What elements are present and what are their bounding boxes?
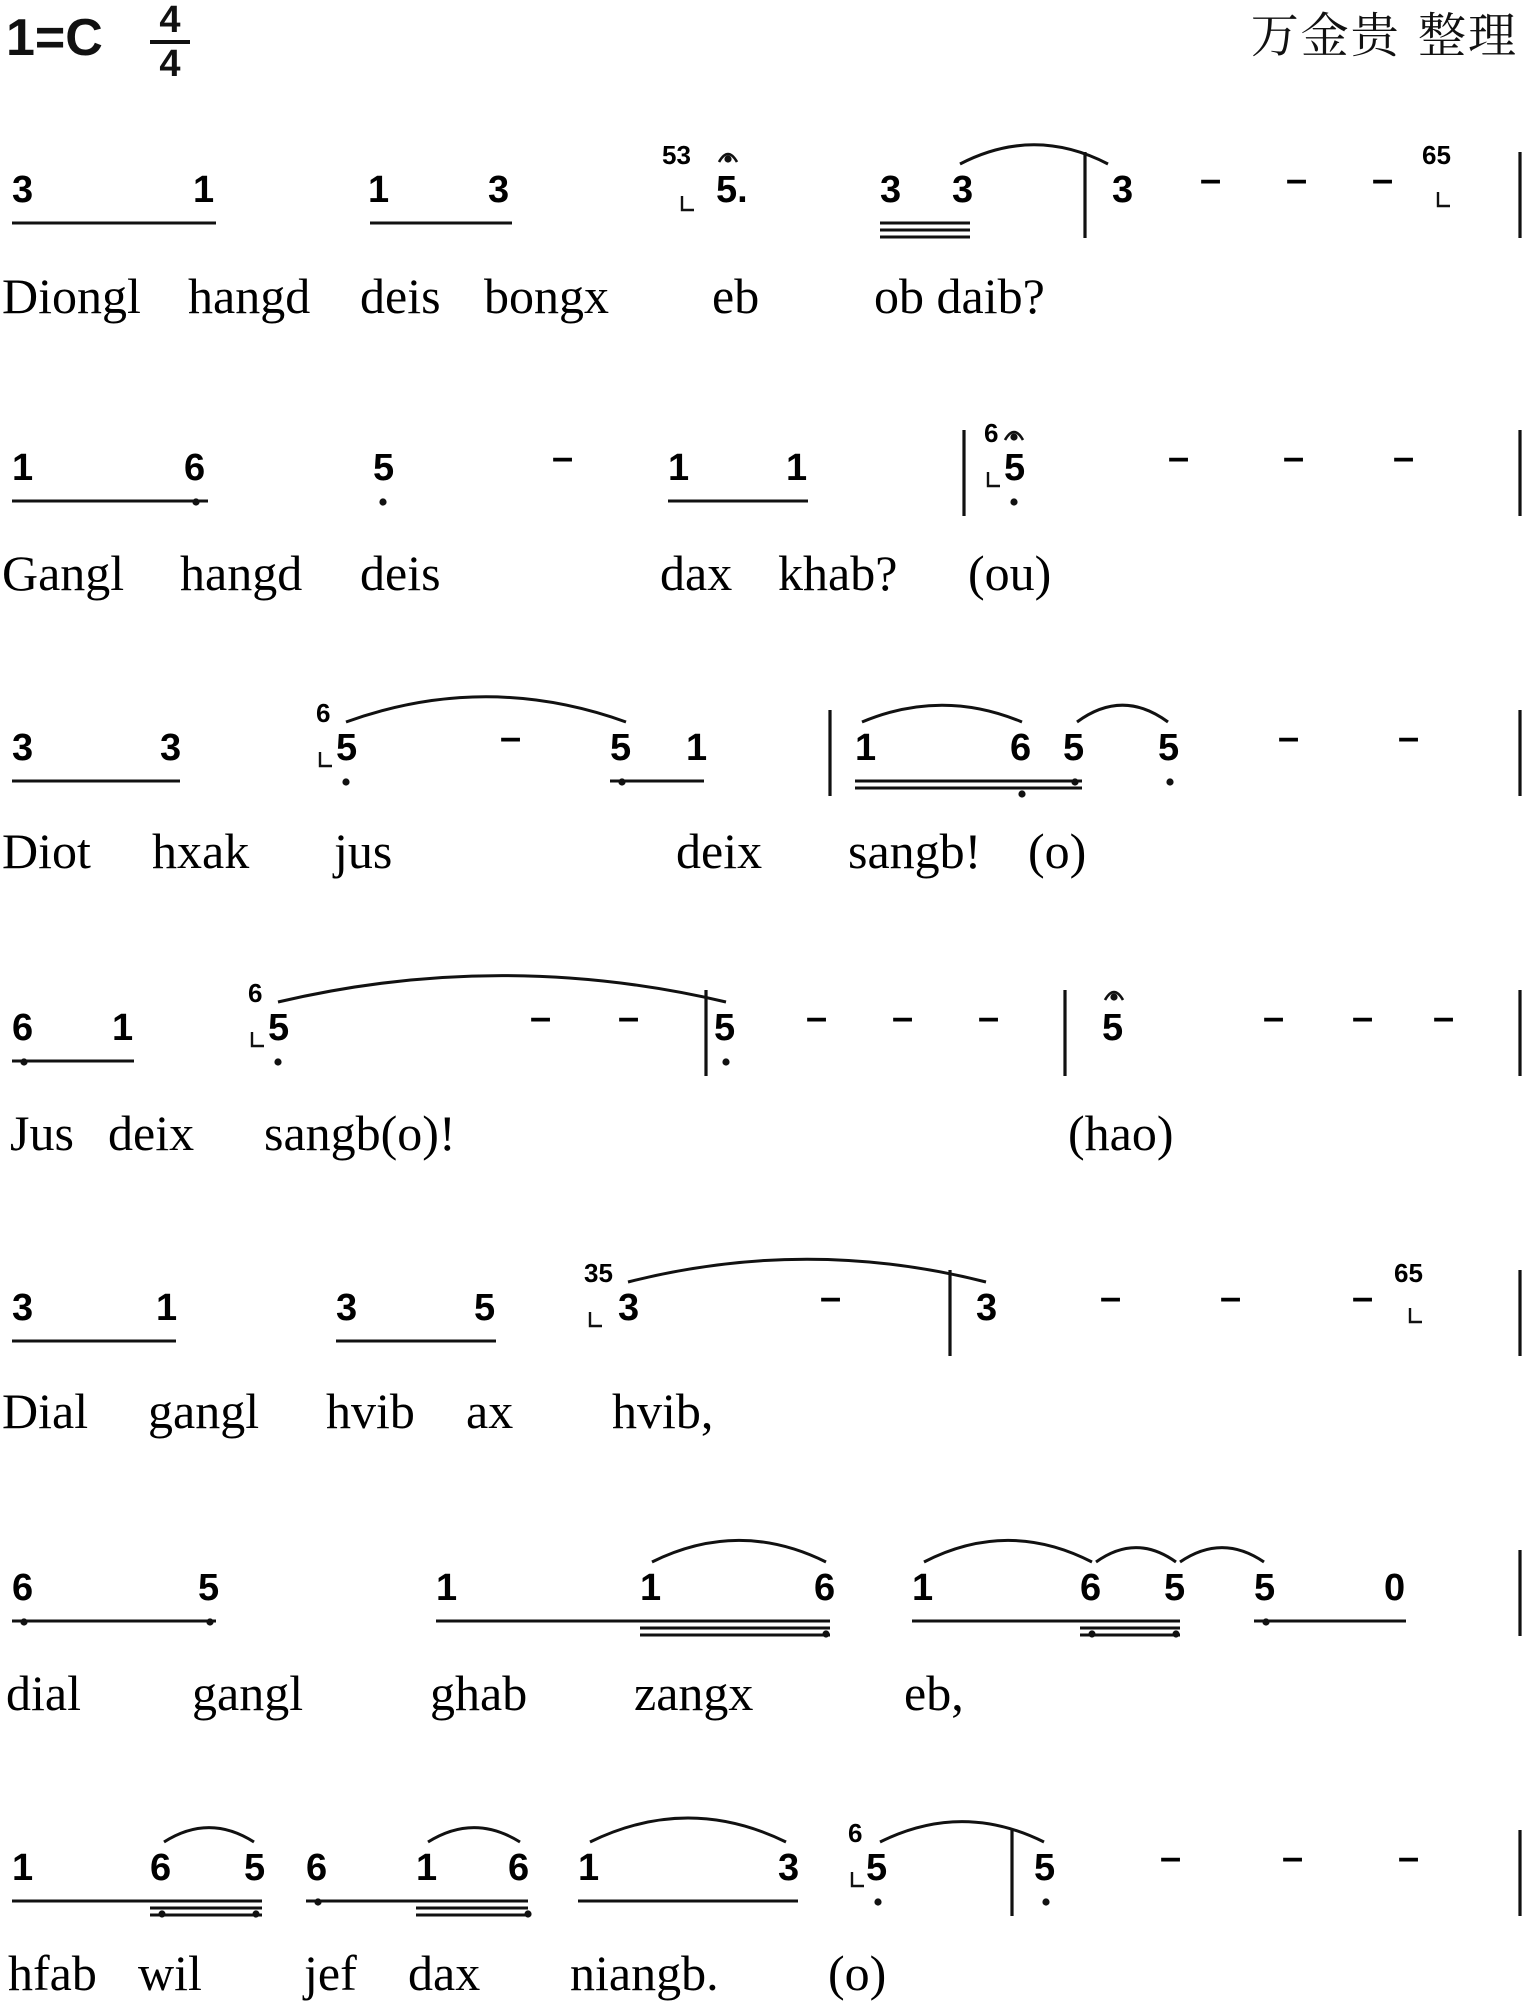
note-number: 5	[268, 1007, 290, 1049]
grace-note: 53	[662, 140, 691, 170]
grace-note: 6	[848, 1818, 863, 1848]
note-number: 1	[12, 1847, 34, 1889]
dash-symbol: –	[1433, 997, 1455, 1039]
note-number: 3	[952, 169, 974, 211]
lyric-syllable: Gangl	[2, 545, 125, 601]
note-number: 1	[368, 169, 390, 211]
lyric-syllable: sangb(o)!	[264, 1105, 456, 1161]
grace-note: 6	[248, 978, 263, 1008]
grace-hook-icon	[320, 752, 332, 766]
note-number: 6	[306, 1847, 328, 1889]
slur-arc	[164, 1828, 254, 1842]
slur-arc	[1180, 1548, 1264, 1562]
low-octave-dot	[1172, 1630, 1179, 1637]
note-number: 6	[508, 1847, 530, 1889]
grace-hook-icon	[252, 1032, 264, 1046]
lyric-syllable: hangd	[188, 268, 311, 324]
note-number: 6	[814, 1567, 836, 1609]
grace-hook-icon	[1410, 1308, 1422, 1322]
dash-symbol: –	[1278, 717, 1300, 759]
low-octave-dot	[1042, 1898, 1049, 1905]
grace-hook-icon	[1438, 192, 1450, 206]
note-number: 5	[1158, 727, 1180, 769]
lyric-syllable: deis	[360, 268, 441, 324]
grace-note: 6	[984, 418, 999, 448]
dash-symbol: –	[806, 997, 828, 1039]
note-number: 3	[1112, 169, 1134, 211]
dash-symbol: –	[1393, 437, 1415, 479]
lyric-syllable: gangl	[192, 1665, 304, 1721]
note-number: 3	[12, 727, 34, 769]
fermata-dot	[724, 155, 731, 162]
note-number: 3	[976, 1287, 998, 1329]
dash-symbol: –	[1220, 1277, 1242, 1319]
dash-symbol: –	[1398, 717, 1420, 759]
note-number: 3	[488, 169, 510, 211]
note-number: 5	[610, 727, 632, 769]
low-octave-dot	[20, 1058, 27, 1065]
low-octave-dot	[252, 1910, 259, 1917]
low-octave-dot	[342, 778, 349, 785]
slur-arc	[346, 697, 626, 722]
dash-symbol: –	[1352, 997, 1374, 1039]
lyric-syllable: (ou)	[968, 545, 1052, 601]
slur-arc	[652, 1540, 826, 1562]
dash-symbol: –	[1352, 1277, 1374, 1319]
note-number: 1	[855, 727, 877, 769]
lyric-syllable: dax	[660, 545, 733, 601]
note-number: 3	[880, 169, 902, 211]
lyric-syllable: zangx	[634, 1665, 754, 1721]
lyric-syllable: hfab	[8, 1945, 97, 2001]
note-number: 5	[1164, 1567, 1186, 1609]
note-number: 1	[156, 1287, 178, 1329]
low-octave-dot	[722, 1058, 729, 1065]
low-octave-dot	[1018, 790, 1025, 797]
note-number: 1	[786, 447, 808, 489]
note-number: 6	[1010, 727, 1032, 769]
slur-arc	[924, 1540, 1092, 1562]
note-number: 1	[640, 1567, 662, 1609]
note-number: 5	[714, 1007, 736, 1049]
lyric-syllable: wil	[138, 1945, 202, 2001]
dash-symbol: –	[820, 1277, 842, 1319]
lyric-syllable: Dial	[2, 1383, 89, 1439]
note-number: 5	[1004, 447, 1026, 489]
lyric-syllable: ob daib?	[874, 268, 1045, 324]
lyric-syllable: niangb.	[570, 1945, 719, 2001]
lyric-syllable: ax	[466, 1383, 514, 1439]
arranger-credit: 万金贵 整理	[1250, 8, 1518, 64]
slur-arc	[590, 1818, 786, 1842]
note-number: 3	[336, 1287, 358, 1329]
slur-arc	[1077, 705, 1168, 722]
lyric-syllable: dial	[6, 1665, 81, 1721]
low-octave-dot	[822, 1630, 829, 1637]
note-number: 3	[12, 169, 34, 211]
lyric-syllable: (o)	[828, 1945, 887, 2001]
note-number: 5	[373, 447, 395, 489]
lyric-syllable: (hao)	[1068, 1105, 1174, 1161]
grace-hook-icon	[988, 472, 1000, 486]
lyric-syllable: eb	[712, 268, 760, 324]
note-number: 3	[160, 727, 182, 769]
grace-hook-icon	[682, 196, 694, 210]
note-number: 5	[1063, 727, 1085, 769]
low-octave-dot	[206, 1618, 213, 1625]
note-number: 6	[150, 1847, 172, 1889]
low-octave-dot	[1088, 1630, 1095, 1637]
grace-note: 65	[1394, 1258, 1423, 1288]
dash-symbol: –	[1398, 1837, 1420, 1879]
lyric-syllable: dax	[408, 1945, 481, 2001]
slur-arc	[880, 1822, 1044, 1842]
low-octave-dot	[274, 1058, 281, 1065]
note-number: 1	[578, 1847, 600, 1889]
lyric-syllable: hxak	[152, 823, 250, 879]
lyric-syllable: deix	[108, 1105, 195, 1161]
low-octave-dot	[20, 1618, 27, 1625]
note-number: 1	[668, 447, 690, 489]
lyric-syllable: khab?	[778, 545, 898, 601]
dash-symbol: –	[1160, 1837, 1182, 1879]
lyric-syllable: hangd	[180, 545, 303, 601]
grace-note: 35	[584, 1258, 613, 1288]
lyric-syllable: deix	[676, 823, 763, 879]
note-number: 5	[474, 1287, 496, 1329]
note-number: 5	[1254, 1567, 1276, 1609]
note-number: 1	[912, 1567, 934, 1609]
note-number: 1	[686, 727, 708, 769]
dash-symbol: –	[618, 997, 640, 1039]
dash-symbol: –	[1283, 437, 1305, 479]
dash-symbol: –	[552, 437, 574, 479]
low-octave-dot	[1010, 498, 1017, 505]
low-octave-dot	[874, 1898, 881, 1905]
lyric-syllable: bongx	[484, 268, 609, 324]
lyric-syllable: deis	[360, 545, 441, 601]
lyric-syllable: (o)	[1028, 823, 1087, 879]
low-octave-dot	[618, 778, 625, 785]
dash-symbol: –	[1286, 159, 1308, 201]
fermata-dot	[1110, 993, 1117, 1000]
low-octave-dot	[379, 498, 386, 505]
low-octave-dot	[314, 1898, 321, 1905]
slur-arc	[1096, 1548, 1176, 1562]
grace-note: 6	[316, 698, 331, 728]
time-denominator: 4	[159, 43, 181, 85]
slur-arc	[428, 1828, 520, 1842]
low-octave-dot	[1166, 778, 1173, 785]
note-number: 1	[436, 1567, 458, 1609]
note-number: 0	[1384, 1567, 1406, 1609]
lyric-syllable: Jus	[10, 1105, 74, 1161]
note-number: 6	[1080, 1567, 1102, 1609]
dash-symbol: –	[978, 997, 1000, 1039]
dash-symbol: –	[1263, 997, 1285, 1039]
note-number: 1	[193, 169, 215, 211]
low-octave-dot	[158, 1910, 165, 1917]
lyric-syllable: jef	[304, 1945, 357, 2001]
note-number: 1	[112, 1007, 134, 1049]
lyric-syllable: eb,	[904, 1665, 964, 1721]
lyric-syllable: hvib	[326, 1383, 415, 1439]
dash-symbol: –	[1168, 437, 1190, 479]
note-number: 5	[1102, 1007, 1124, 1049]
lyric-syllable: gangl	[148, 1383, 260, 1439]
grace-hook-icon	[590, 1312, 602, 1326]
low-octave-dot	[192, 498, 199, 505]
note-number: 5	[198, 1567, 220, 1609]
note-number: 3	[778, 1847, 800, 1889]
note-number: 3	[12, 1287, 34, 1329]
fermata-dot	[1010, 433, 1017, 440]
grace-note: 65	[1422, 140, 1451, 170]
lyric-syllable: jus	[334, 823, 393, 879]
dash-symbol: –	[1372, 159, 1394, 201]
dash-symbol: –	[500, 717, 522, 759]
note-number: 6	[184, 447, 206, 489]
low-octave-dot	[1262, 1618, 1269, 1625]
lyric-syllable: ghab	[430, 1665, 528, 1721]
note-number: 5.	[716, 169, 748, 211]
dash-symbol: –	[1200, 159, 1222, 201]
low-octave-dot	[524, 1910, 531, 1917]
lyric-syllable: Diongl	[2, 268, 141, 324]
dash-symbol: –	[892, 997, 914, 1039]
note-number: 5	[244, 1847, 266, 1889]
note-number: 6	[12, 1567, 34, 1609]
lyric-syllable: hvib,	[612, 1383, 714, 1439]
note-number: 5	[1034, 1847, 1056, 1889]
lyric-syllable: Diot	[2, 823, 91, 879]
lyric-syllable: sangb!	[848, 823, 982, 879]
note-number: 5	[866, 1847, 888, 1889]
slur-arc	[862, 705, 1022, 722]
slur-arc	[278, 976, 726, 1002]
note-number: 6	[12, 1007, 34, 1049]
dash-symbol: –	[1282, 1837, 1304, 1879]
dash-symbol: –	[1100, 1277, 1122, 1319]
dash-symbol: –	[530, 997, 552, 1039]
note-number: 1	[416, 1847, 438, 1889]
key-signature: 1=C	[6, 9, 103, 67]
low-octave-dot	[1071, 778, 1078, 785]
note-number: 5	[336, 727, 358, 769]
time-numerator: 4	[159, 0, 181, 41]
slur-arc	[628, 1259, 986, 1282]
note-number: 3	[618, 1287, 640, 1329]
note-number: 1	[12, 447, 34, 489]
grace-hook-icon	[852, 1872, 864, 1886]
